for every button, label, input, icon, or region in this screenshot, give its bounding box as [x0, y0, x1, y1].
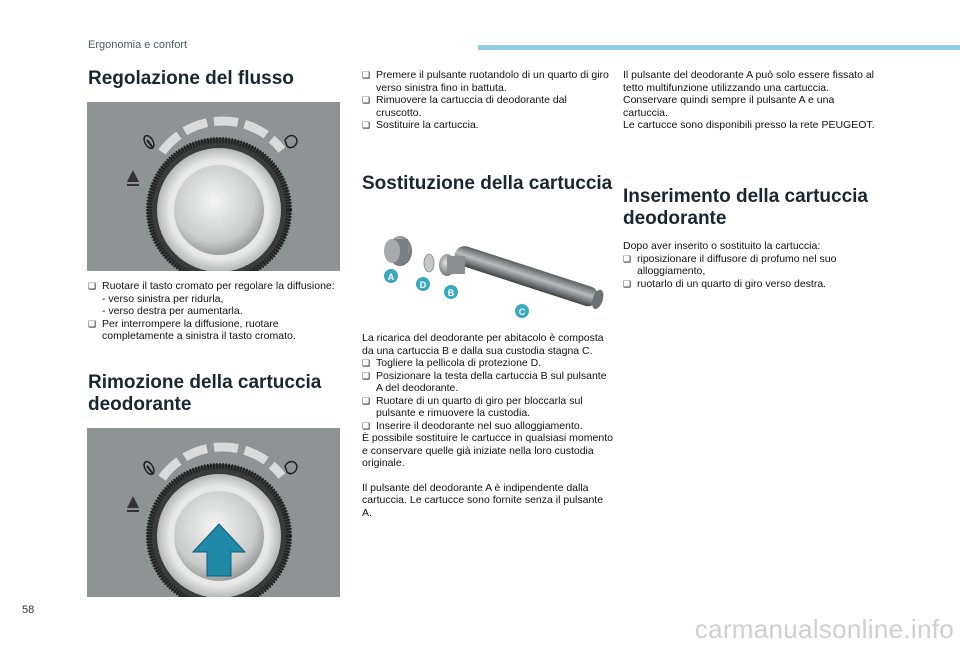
- list-item: ❑ Per interrompere la diffusione, ruotare completamente a sinistra il tasto cromato.: [88, 317, 296, 342]
- knob-illustration-1: [87, 102, 340, 271]
- list-item: ❑ riposizionare il diffusore di profumo nel suo alloggiamento,: [623, 252, 837, 277]
- list-item: ❑ Inserire il deodorante nel suo alloggiamento.: [362, 419, 583, 432]
- list-item: ❑ Ruotare il tasto cromato per regolare la diffusione:: [88, 280, 335, 292]
- removal-instructions: [362, 69, 614, 132]
- section-title-removal: Rimozione della cartuccia deodorante: [88, 372, 322, 415]
- paragraph-gap: [362, 470, 614, 482]
- cartridge-illustration: [362, 225, 614, 325]
- button-shape: [384, 236, 412, 266]
- replacement-instructions: [362, 332, 614, 519]
- svg-text:D: D: [419, 280, 427, 290]
- svg-text:C: C: [518, 307, 526, 317]
- list-item: ❑ Rimuovere la cartuccia di deodorante dal cruscotto.: [362, 94, 567, 119]
- svg-text:B: B: [447, 288, 455, 298]
- section-title-replacement: Sostituzione della cartuccia: [362, 173, 613, 194]
- label-circle-c: [515, 304, 529, 318]
- list-subitem: - verso destra per aumentarla.: [102, 305, 243, 317]
- paragraph: Le cartucce sono disponibili presso la rete PEUGEOT.: [623, 119, 875, 131]
- label-circle-a: [384, 269, 398, 283]
- cartridge-figure: [362, 225, 614, 325]
- list-item: ❑ Sostituire la cartuccia.: [362, 119, 479, 131]
- list-item: ❑ Posizionare la testa della cartuccia B sul pulsante A del deodorante.: [362, 369, 607, 394]
- paragraph: La ricarica del deodorante per abitacolo è composta da una cartuccia B e dalla sua custodia stagna C.: [362, 332, 604, 357]
- list-item: ❑ Togliere la pellicola di protezione D.: [362, 357, 542, 369]
- svg-text:A: A: [387, 272, 395, 282]
- square-bullet-icon: ❑: [362, 95, 371, 105]
- paragraph: Dopo aver inserito o sostituito la cartuccia:: [623, 240, 821, 252]
- square-bullet-icon: ❑: [88, 281, 97, 291]
- square-bullet-icon: ❑: [362, 120, 371, 130]
- list-item: ❑ ruotarlo di un quarto di giro verso destra.: [623, 277, 827, 290]
- square-bullet-icon: ❑: [623, 253, 632, 264]
- paragraph: Il pulsante del deodorante A può solo essere fissato al tetto multifunzione utilizzando una cartuccia.: [623, 69, 875, 94]
- header-accent-bar: [478, 45, 960, 50]
- square-bullet-icon: ❑: [623, 278, 632, 289]
- section-title-flow: Regolazione del flusso: [88, 68, 294, 89]
- list-subitem: - verso sinistra per ridurla,: [102, 292, 224, 305]
- square-bullet-icon: ❑: [362, 370, 371, 381]
- list-item: ❑ Premere il pulsante ruotandolo di un quarto di giro verso sinistra fino in battuta.: [362, 69, 609, 94]
- knob-figure-1: [87, 102, 340, 271]
- watermark: carmanualsonline.info: [694, 614, 954, 644]
- flow-instructions: [88, 280, 338, 343]
- square-bullet-icon: ❑: [362, 358, 371, 368]
- cartridge-head-shape: [439, 254, 465, 276]
- square-bullet-icon: ❑: [362, 70, 371, 80]
- insertion-instructions: [623, 240, 881, 290]
- label-circle-b: [444, 285, 458, 299]
- knob-figure-2: [87, 428, 340, 597]
- paragraph: Conservare quindi sempre il pulsante A e una cartuccia.: [623, 94, 835, 119]
- paragraph: Il pulsante del deodorante A è indipendente dalla cartuccia. Le cartucce sono fornite senza il pulsante A.: [362, 481, 604, 519]
- section-title-insertion: Inserimento della cartuccia deodorante: [623, 186, 868, 229]
- square-bullet-icon: ❑: [362, 395, 371, 406]
- page-number: 58: [22, 604, 35, 616]
- label-circle-d: [416, 277, 430, 291]
- square-bullet-icon: ❑: [362, 420, 371, 431]
- knob-illustration-2: [87, 428, 340, 597]
- running-header: Ergonomia e confort: [88, 39, 188, 51]
- button-info: [623, 69, 881, 132]
- square-bullet-icon: ❑: [88, 318, 97, 329]
- cartridge-case-shape: [452, 243, 606, 310]
- list-item: ❑ Ruotare di un quarto di giro per bloccarla sul pulsante e rimuovere la custodia.: [362, 394, 583, 419]
- paragraph: È possibile sostituire le cartucce in qualsiasi momento e conservare quelle già iniziate nella loro custodia originale.: [362, 432, 613, 469]
